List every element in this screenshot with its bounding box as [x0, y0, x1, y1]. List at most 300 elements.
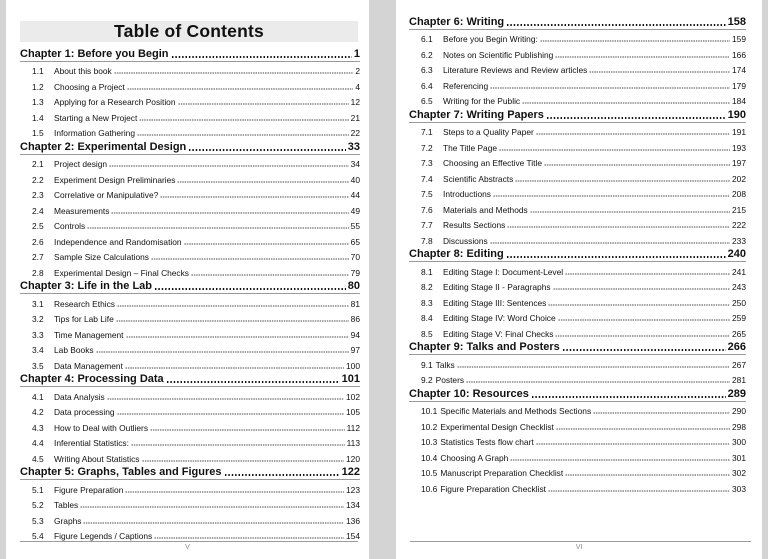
section-title: Experimental Design Checklist [440, 421, 554, 432]
section-title: Editing Stage I: Document-Level [443, 266, 564, 277]
toc-section-entry[interactable] [20, 356, 360, 372]
dot-leader [117, 413, 344, 415]
section-title: Information Gathering [54, 128, 136, 138]
page-ref: 222 [732, 220, 746, 230]
page-number: VI [575, 544, 583, 551]
toc-chapter-entry[interactable] [409, 386, 746, 402]
chapter-title: Chapter 9: Talks and Posters [409, 341, 560, 353]
toc-section-entry[interactable] [409, 61, 746, 77]
section-number: 2.6 [32, 236, 44, 247]
chapter-title: Chapter 7: Writing Papers [409, 108, 544, 121]
section-title: Editing Stage III: Sentences [443, 297, 547, 308]
dot-leader [114, 72, 354, 74]
toc-section-entry[interactable] [20, 232, 360, 248]
dot-leader [507, 226, 730, 228]
section-title: Steps to a Quality Paper [443, 127, 534, 137]
page-ref: 113 [346, 438, 360, 448]
section-number: 6.4 [421, 80, 433, 91]
section-title: About this book [54, 66, 112, 76]
dot-leader [154, 288, 346, 290]
toc-section-entry[interactable] [409, 154, 746, 170]
dot-leader [589, 71, 730, 73]
toc-section-entry[interactable] [409, 293, 746, 309]
page-ref: 298 [732, 421, 746, 432]
dot-leader [522, 102, 730, 104]
page-ref: 86 [350, 314, 360, 324]
toc-section-entry[interactable] [409, 371, 746, 387]
section-title: Inferential Statistics: [54, 438, 129, 448]
section-number: 8.1 [421, 266, 433, 277]
section-title: Literature Reviews and Review articles [443, 65, 588, 75]
toc-section-entry[interactable] [20, 217, 360, 233]
toc-section-entry[interactable] [409, 216, 746, 232]
dot-leader [151, 258, 349, 260]
page-ref: 154 [346, 531, 360, 541]
page-ref: 259 [732, 313, 746, 323]
section-title: Manuscript Preparation Checklist [440, 468, 564, 478]
toc-chapter-entry[interactable] [409, 340, 746, 356]
toc-section-entry[interactable] [409, 231, 746, 247]
section-number: 1.1 [32, 66, 44, 76]
toc-section-entry[interactable] [409, 185, 746, 201]
page-ref: 33 [347, 140, 360, 153]
toc-section-entry[interactable] [409, 169, 746, 185]
dot-leader [126, 336, 349, 338]
page-ref: 101 [341, 373, 360, 385]
toc-section-entry[interactable] [409, 138, 746, 154]
dot-leader [125, 491, 344, 493]
section-title: Introductions [443, 189, 491, 199]
footer-rule [410, 541, 751, 542]
section-title: Materials and Methods [443, 204, 528, 215]
section-title: Experiment Design Preliminaries [54, 174, 176, 185]
toc-section-entry[interactable] [20, 93, 360, 109]
section-number: 4.1 [32, 391, 44, 402]
dot-leader [96, 351, 349, 353]
section-title: Time Management [54, 329, 124, 340]
section-number: 2.8 [32, 267, 44, 278]
section-title: Starting a New Project [54, 112, 138, 123]
toc-chapter-entry[interactable] [20, 279, 360, 295]
dot-leader [536, 133, 730, 135]
dot-leader [530, 211, 730, 213]
section-title: Specific Materials and Methods Sections [440, 406, 592, 416]
page-ref: 202 [732, 173, 746, 184]
dot-leader [131, 444, 345, 446]
section-title: Tips for Lab Life [54, 314, 114, 324]
section-title: Choosing a Project [54, 81, 125, 92]
section-title: Writing About Statistics [54, 453, 140, 464]
section-number: 7.2 [421, 142, 433, 153]
dot-leader [125, 367, 344, 369]
page-ref: 193 [732, 142, 746, 153]
dot-leader [109, 165, 349, 167]
toc-chapter-entry[interactable] [20, 139, 360, 155]
toc-section-entry[interactable] [20, 434, 360, 450]
page-ref: 120 [346, 453, 360, 464]
chapter-title: Chapter 6: Writing [409, 15, 505, 28]
toc-chapter-entry[interactable] [20, 372, 360, 388]
page-ref: 70 [350, 252, 360, 262]
dot-leader [107, 398, 344, 400]
page-ref: 34 [350, 159, 360, 169]
toc-page-right [396, 0, 762, 559]
section-title: Controls [54, 221, 86, 231]
section-title: Posters [435, 375, 465, 385]
dot-leader [177, 181, 348, 183]
dot-leader [540, 40, 730, 42]
page-ref: 281 [732, 375, 746, 385]
dot-leader [565, 474, 730, 476]
toc-section-entry[interactable] [409, 324, 746, 340]
section-title: How to Deal with Outliers [54, 422, 149, 433]
section-number: 7.3 [421, 158, 433, 168]
toc-section-entry[interactable] [20, 294, 360, 310]
toc-section-entry[interactable] [409, 45, 746, 61]
dot-leader [224, 474, 340, 476]
toc-section-entry[interactable] [20, 170, 360, 186]
chapter-title: Chapter 1: Before you Begin [20, 47, 169, 60]
dot-leader [556, 428, 730, 430]
toc-chapter-entry[interactable] [409, 14, 746, 30]
section-number: 2.2 [32, 174, 44, 185]
section-number: 1.3 [32, 97, 44, 107]
section-number: 2.3 [32, 190, 44, 200]
page-ref: 174 [732, 65, 746, 75]
dot-leader [154, 537, 344, 539]
section-number: 2.1 [32, 159, 44, 169]
section-title: Figure Legends / Captions [54, 531, 153, 541]
section-number: 6.5 [421, 96, 433, 106]
dot-leader [506, 256, 726, 258]
section-number: 8.4 [421, 313, 433, 323]
page-ref: 266 [727, 341, 746, 353]
chapter-title: Chapter 2: Experimental Design [20, 140, 187, 153]
dot-leader [562, 349, 726, 351]
section-number: 10.4 [421, 452, 438, 463]
toc-section-entry[interactable] [20, 62, 360, 78]
page-ref: 191 [732, 127, 746, 137]
section-number: 5.3 [32, 515, 44, 526]
dot-leader [548, 490, 730, 492]
dot-leader [546, 117, 726, 119]
section-title: Results Sections [443, 220, 506, 230]
page-ref: 197 [732, 158, 746, 168]
section-number: 4.5 [32, 453, 44, 464]
page-ref: 243 [732, 282, 746, 292]
section-title: Editing Stage V: Final Checks [443, 328, 554, 339]
toc-section-entry[interactable] [409, 402, 746, 418]
toc-section-entry[interactable] [409, 123, 746, 139]
section-title: Before you Begin Writing: [443, 34, 538, 44]
section-title: Graphs [54, 515, 82, 526]
section-number: 5.1 [32, 484, 44, 495]
section-number: 5.2 [32, 500, 44, 510]
section-number: 7.7 [421, 220, 433, 230]
toc-section-entry[interactable] [409, 417, 746, 433]
section-number: 1.4 [32, 112, 44, 123]
toc-section-entry[interactable] [409, 464, 746, 480]
section-title: Figure Preparation Checklist [440, 483, 546, 494]
dot-leader [553, 288, 730, 290]
page-ref: 241 [732, 266, 746, 277]
page-ref: 102 [346, 391, 360, 402]
page-ref: 4 [355, 81, 360, 92]
section-title: Lab Books [54, 345, 94, 355]
section-title: Scientific Abstracts [443, 173, 514, 184]
section-number: 8.3 [421, 297, 433, 308]
toc-section-entry[interactable] [20, 418, 360, 434]
page-ref: 22 [350, 128, 360, 138]
page-ref: 94 [350, 329, 360, 340]
dot-leader [191, 274, 349, 276]
toc-section-entry[interactable] [20, 201, 360, 217]
section-title: Discussions [443, 235, 488, 246]
page-ref: 79 [350, 267, 360, 278]
page-number: V [185, 544, 190, 551]
section-title: Figure Preparation [54, 484, 124, 495]
dot-leader [555, 56, 730, 58]
toc-section-entry[interactable] [20, 480, 360, 496]
dot-leader [80, 506, 344, 508]
toc-section-entry[interactable] [20, 387, 360, 403]
chapter-title: Chapter 4: Processing Data [20, 373, 164, 385]
toc-section-entry[interactable] [20, 108, 360, 124]
page-ref: 134 [346, 500, 360, 510]
toc-section-entry[interactable] [20, 310, 360, 326]
section-title: Independence and Randomisation [54, 236, 182, 247]
section-number: 10.1 [421, 406, 438, 416]
section-title: Applying for a Research Position [54, 97, 176, 107]
toc-section-entry[interactable] [409, 433, 746, 449]
dot-leader [137, 134, 349, 136]
dot-leader [160, 196, 348, 198]
section-number: 3.5 [32, 360, 44, 371]
section-number: 5.4 [32, 531, 44, 541]
dot-leader [490, 242, 730, 244]
page-ref: 40 [350, 174, 360, 185]
toc-section-entry[interactable] [409, 76, 746, 92]
page-ref: 159 [732, 34, 746, 44]
section-number: 3.3 [32, 329, 44, 340]
section-number: 4.2 [32, 407, 44, 417]
page-ref: 44 [350, 190, 360, 200]
page-ref: 97 [350, 345, 360, 355]
section-title: The Title Page [443, 142, 498, 153]
page-ref: 136 [346, 515, 360, 526]
toc-section-entry[interactable] [20, 263, 360, 279]
dot-leader [139, 119, 348, 121]
toc-section-entry[interactable] [20, 325, 360, 341]
toc-section-entry[interactable] [409, 278, 746, 294]
section-number: 9.2 [421, 375, 433, 385]
dot-leader [515, 180, 730, 182]
page-ref: 302 [732, 468, 746, 478]
dot-leader [466, 381, 730, 383]
section-number: 6.3 [421, 65, 433, 75]
section-number: 7.4 [421, 173, 433, 184]
toc-section-entry[interactable] [409, 262, 746, 278]
section-number: 3.1 [32, 298, 44, 309]
toc-chapter-entry[interactable] [409, 247, 746, 263]
dot-leader [558, 319, 730, 321]
section-number: 1.5 [32, 128, 44, 138]
dot-leader [87, 227, 348, 229]
dot-leader [127, 88, 354, 90]
section-number: 1.2 [32, 81, 44, 92]
page-ref: 190 [727, 108, 746, 121]
section-title: Notes on Scientific Publishing [443, 49, 554, 60]
dot-leader [117, 305, 349, 307]
section-number: 7.8 [421, 235, 433, 246]
dot-leader [188, 149, 345, 151]
section-number: 7.5 [421, 189, 433, 199]
toc-page-left [6, 0, 369, 559]
page-ref: 12 [350, 97, 360, 107]
toc-section-entry[interactable] [409, 479, 746, 495]
dot-leader [171, 56, 352, 58]
page-ref: 80 [347, 280, 360, 292]
section-title: Sample Size Calculations [54, 252, 149, 262]
section-number: 2.4 [32, 205, 44, 216]
section-title: Tables [54, 500, 79, 510]
dot-leader [544, 164, 730, 166]
page-ref: 300 [732, 437, 746, 447]
page-ref: 65 [350, 236, 360, 247]
dot-leader [457, 366, 730, 368]
dot-leader [565, 273, 730, 275]
dot-leader [493, 195, 730, 197]
toc-title: Table of Contents [20, 21, 358, 42]
chapter-title: Chapter 10: Resources [409, 387, 529, 400]
page-ref: 215 [732, 204, 746, 215]
section-number: 10.6 [421, 483, 438, 494]
section-title: Research Ethics [54, 298, 115, 309]
section-number: 10.3 [421, 437, 438, 447]
page-ref: 303 [732, 483, 746, 494]
section-number: 2.5 [32, 221, 44, 231]
section-title: Writing for the Public [443, 96, 521, 106]
toc-section-entry[interactable] [20, 496, 360, 512]
dot-leader [499, 149, 730, 151]
toc-section-entry[interactable] [20, 449, 360, 465]
toc-section-entry[interactable] [20, 511, 360, 527]
page-ref: 208 [732, 189, 746, 199]
toc-chapter-entry[interactable] [20, 465, 360, 481]
toc-section-entry[interactable] [409, 30, 746, 46]
section-title: Data Analysis [54, 391, 105, 402]
page-ref: 267 [732, 359, 746, 370]
section-number: 9.1 [421, 359, 433, 370]
page-ref: 184 [732, 96, 746, 106]
page-ref: 179 [732, 80, 746, 91]
toc-list-left [20, 46, 360, 542]
toc-section-entry[interactable] [409, 355, 746, 371]
chapter-title: Chapter 3: Life in the Lab [20, 280, 153, 292]
toc-section-entry[interactable] [20, 186, 360, 202]
section-number: 3.4 [32, 345, 44, 355]
page-ref: 240 [727, 248, 746, 260]
toc-section-entry[interactable] [409, 309, 746, 325]
section-title: Choosing A Graph [440, 452, 509, 463]
dot-leader [536, 443, 730, 445]
section-number: 7.1 [421, 127, 433, 137]
toc-section-entry[interactable] [20, 403, 360, 419]
page-ref: 1 [353, 47, 360, 60]
dot-leader [150, 429, 345, 431]
toc-section-entry[interactable] [20, 341, 360, 357]
dot-leader [531, 396, 726, 398]
page-ref: 21 [350, 112, 360, 123]
page-ref: 112 [346, 422, 360, 433]
section-number: 8.2 [421, 282, 433, 292]
section-number: 6.2 [421, 49, 433, 60]
page-ref: 250 [732, 297, 746, 308]
page-ref: 265 [732, 328, 746, 339]
section-number: 4.4 [32, 438, 44, 448]
section-title: Correlative or Manipulative? [54, 190, 159, 200]
section-number: 10.2 [421, 421, 438, 432]
section-title: Editing Stage IV: Word Choice [443, 313, 556, 323]
toc-list-right [409, 14, 746, 495]
dot-leader [166, 381, 340, 383]
dot-leader [116, 320, 349, 322]
toc-section-entry[interactable] [409, 448, 746, 464]
toc-chapter-entry[interactable] [409, 107, 746, 123]
page-ref: 301 [732, 452, 746, 463]
page-ref: 290 [732, 406, 746, 416]
page-ref: 123 [346, 484, 360, 495]
toc-section-entry[interactable] [409, 200, 746, 216]
dot-leader [506, 24, 726, 26]
section-title: Measurements [54, 205, 110, 216]
dot-leader [83, 522, 344, 524]
section-title: Editing Stage II - Paragraphs [443, 282, 551, 292]
page-ref: 166 [732, 49, 746, 60]
page-ref: 49 [350, 205, 360, 216]
section-title: Data processing [54, 407, 115, 417]
page-ref: 105 [346, 407, 360, 417]
dot-leader [555, 335, 730, 337]
footer-rule [20, 541, 358, 542]
page-ref: 2 [355, 66, 360, 76]
toc-section-entry[interactable] [20, 527, 360, 543]
dot-leader [178, 103, 349, 105]
toc-section-entry[interactable] [20, 124, 360, 140]
section-title: Project design [54, 159, 108, 169]
toc-chapter-entry[interactable] [20, 46, 360, 62]
dot-leader [490, 87, 730, 89]
page-ref: 55 [350, 221, 360, 231]
page-ref: 122 [341, 466, 360, 478]
dot-leader [510, 459, 730, 461]
section-number: 8.5 [421, 328, 433, 339]
toc-section-entry[interactable] [409, 92, 746, 108]
section-number: 4.3 [32, 422, 44, 433]
dot-leader [548, 304, 730, 306]
toc-section-entry[interactable] [20, 248, 360, 264]
section-title: Choosing an Effective Title [443, 158, 543, 168]
toc-section-entry[interactable] [20, 155, 360, 171]
dot-leader [184, 243, 349, 245]
dot-leader [111, 212, 348, 214]
section-number: 3.2 [32, 314, 44, 324]
page-ref: 81 [350, 298, 360, 309]
section-number: 6.1 [421, 34, 433, 44]
page-ref: 289 [727, 387, 746, 400]
section-number: 7.6 [421, 204, 433, 215]
toc-section-entry[interactable] [20, 77, 360, 93]
